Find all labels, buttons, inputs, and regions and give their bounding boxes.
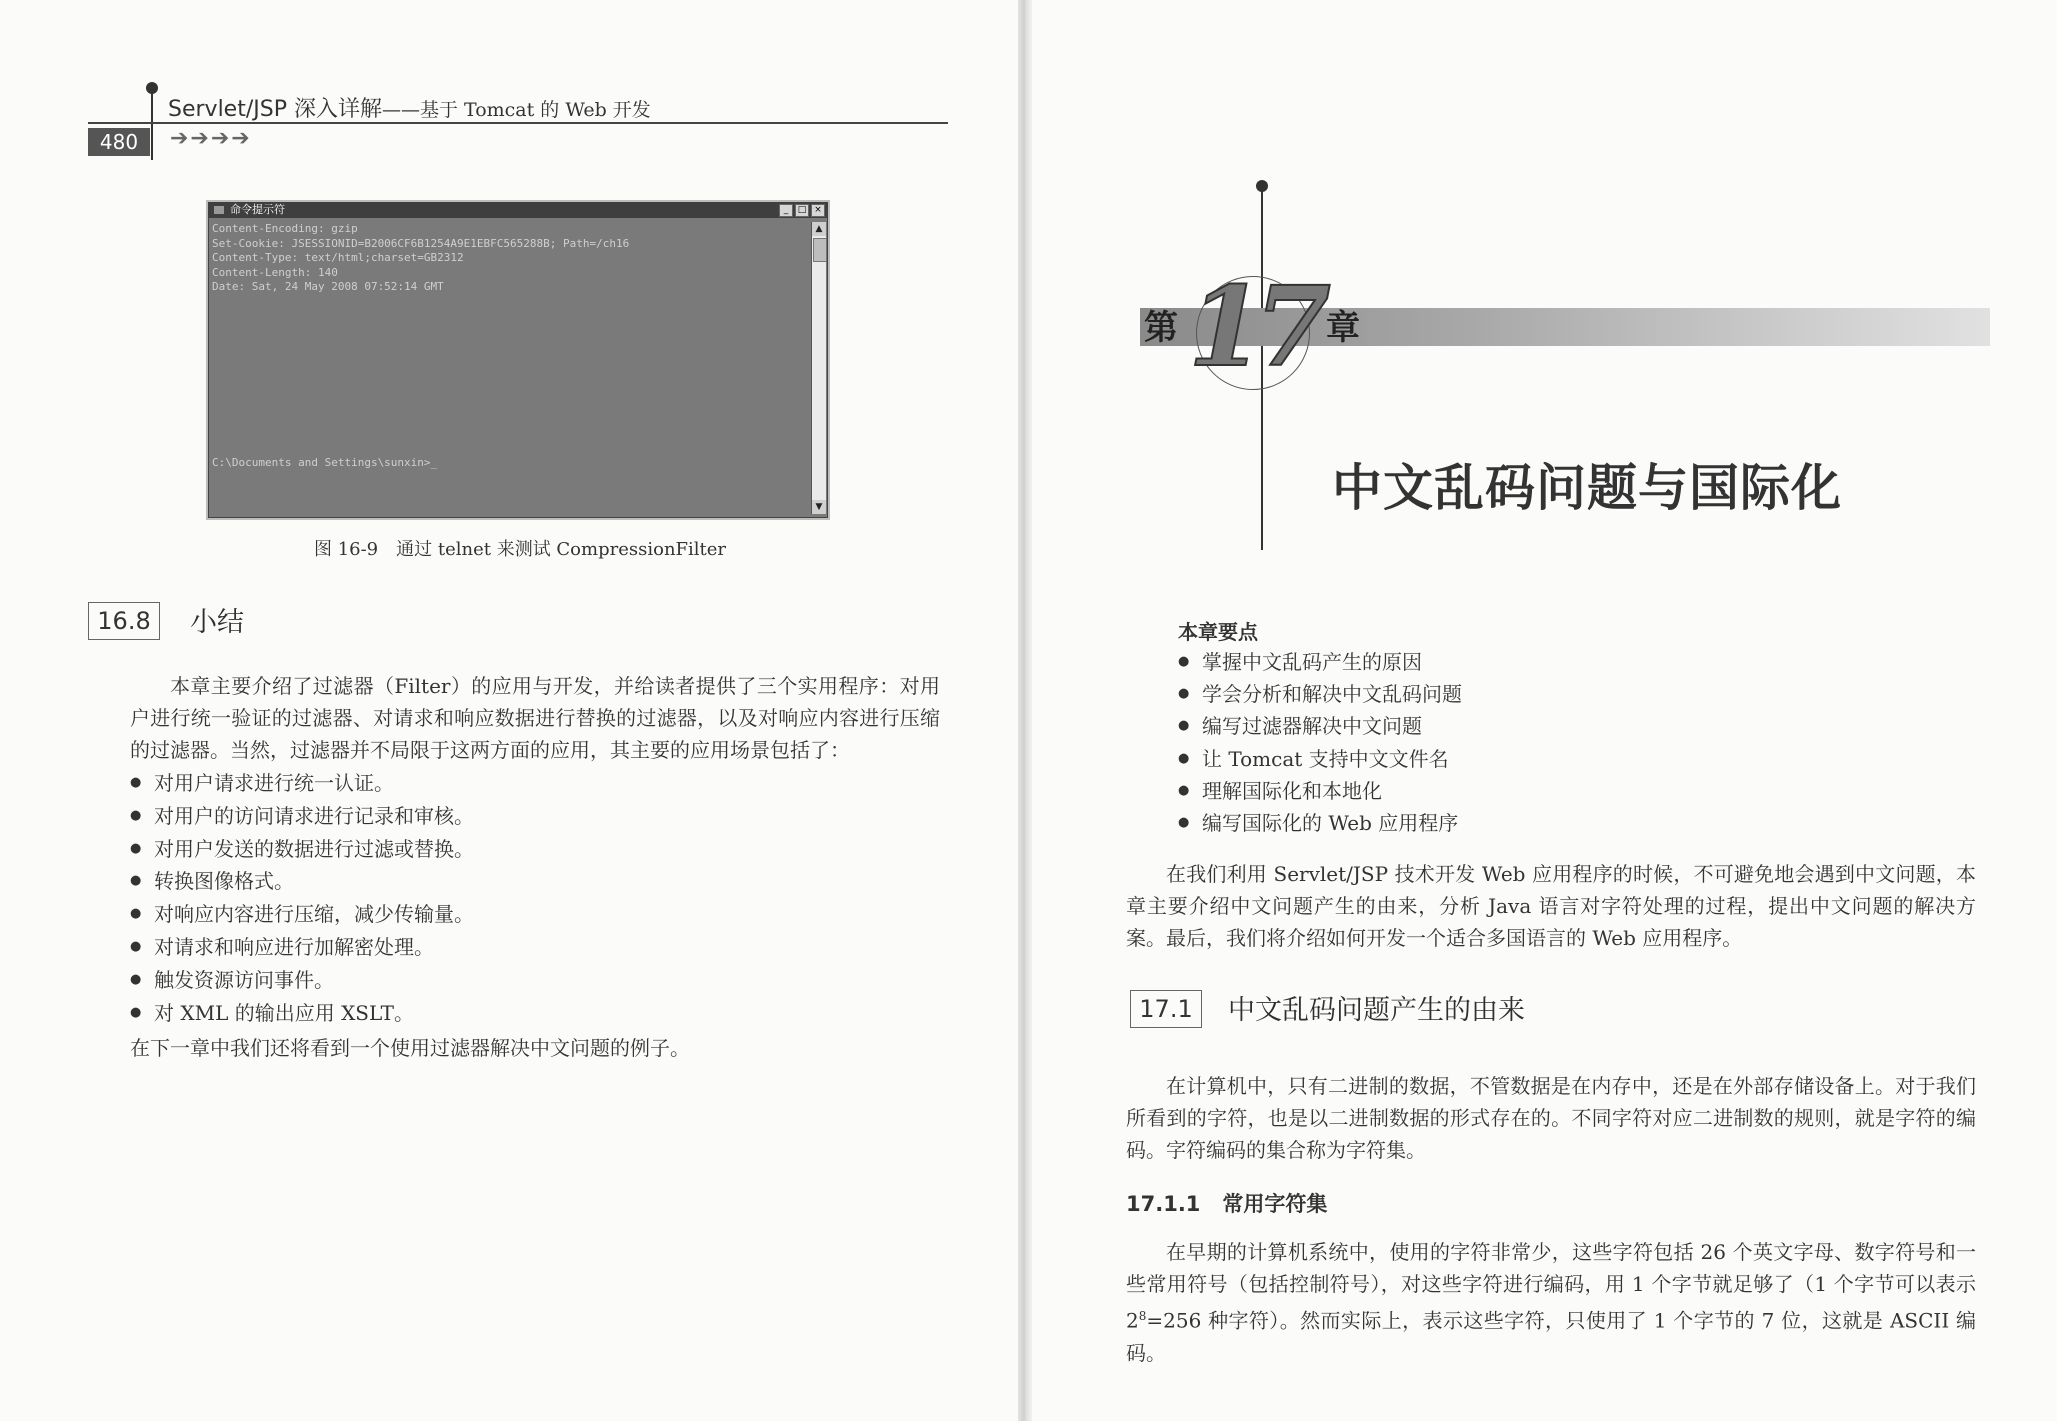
terminal-line: [212, 295, 810, 310]
encoding-paragraph: 在计算机中，只有二进制的数据，不管数据是在内存中，还是在外部存储设备上。对于我们所看到的字符，也是以二进制数据的形式存在的。不同字符对应二进制数的规则，就是字符的编码。字符编码的集合称为字符集。: [1126, 1074, 1976, 1162]
book-title: [168, 92, 651, 123]
list-item: ● 编写国际化的 Web 应用程序: [1178, 807, 1778, 839]
console-icon: [214, 206, 224, 214]
keypoints-list: [1178, 646, 1778, 839]
list-item: ● 对响应内容进行压缩，减少传输量。: [130, 898, 890, 931]
list-item: ● 触发资源访问事件。: [130, 964, 890, 997]
list-item: ● 对请求和响应进行加解密处理。: [130, 931, 890, 964]
book-subtitle: ——基于 Tomcat 的 Web 开发: [381, 99, 651, 121]
page-number: 480: [88, 128, 150, 156]
terminal-line: [212, 412, 810, 427]
list-item: ● 编写过滤器解决中文问题: [1178, 710, 1778, 742]
scroll-down-icon: ▼: [812, 500, 826, 514]
header-rule: [88, 122, 948, 124]
terminal-line: [212, 353, 810, 368]
terminal-line: [212, 397, 810, 412]
charset-exponent: 8: [1138, 1309, 1147, 1323]
terminal-line: Content-Encoding: gzip: [212, 222, 358, 235]
book-spine: [1018, 0, 1032, 1421]
subsection-number: 17.1.1: [1126, 1192, 1201, 1216]
running-header: [88, 78, 948, 158]
window-controls: [779, 204, 825, 217]
section-intro-paragraph: 本章主要介绍了过滤器（Filter）的应用与开发，并给读者提供了三个实用程序：对用户进行统一验证的过滤器、对请求和响应数据进行替换的过滤器，以及对响应内容进行压缩的过滤器。当然，过滤器并不局限于这两方面的应用，其主要的应用场景包括了：: [130, 674, 940, 762]
chapter-intro-paragraph: 在我们利用 Servlet/JSP 技术开发 Web 应用程序的时候，不可避免地会遇到中文问题，本章主要介绍中文问题产生的由来，分析 Java 语言对字符处理的过程，提出中文问题的解决方案。最后，我们将介绍如何开发一个适合多国语言的 Web 应用程序。: [1126, 862, 1976, 950]
terminal-line: Set-Cookie: JSESSIONID=B2006CF6B1254A9E1EBFC565288B; Path=/ch16: [212, 236, 630, 250]
section-number-box-17-1: 17.1: [1130, 990, 1202, 1028]
section-number-box: 16.8: [88, 602, 160, 640]
terminal-output: [212, 222, 810, 514]
terminal-line: [212, 339, 810, 354]
arrows-icon: ➔➔➔➔: [170, 126, 252, 151]
scroll-thumb: [813, 238, 827, 262]
chapter-title: 中文乱码问题与国际化: [1332, 458, 1842, 517]
header-stem: [151, 88, 153, 160]
list-item: ● 转换图像格式。: [130, 865, 890, 898]
scenario-list: [130, 767, 890, 1029]
terminal-line: [212, 426, 810, 441]
chapter-number: 17: [1188, 262, 1322, 391]
keypoints-heading: 本章要点: [1178, 620, 1258, 644]
list-item: ● 对用户的访问请求进行记录和审核。: [130, 800, 890, 833]
terminal-line: Content-Length: 140: [212, 265, 338, 279]
list-item: ● 对用户请求进行统一认证。: [130, 767, 890, 800]
list-item: ● 掌握中文乱码产生的原因: [1178, 646, 1778, 678]
subsection-heading: [1126, 1188, 1349, 1218]
terminal-scrollbar: [811, 222, 826, 514]
subsection-title: 常用字符集: [1222, 1192, 1328, 1216]
list-item: ● 理解国际化和本地化: [1178, 775, 1778, 807]
minimize-icon: _: [779, 204, 793, 217]
scroll-up-icon: ▲: [812, 222, 826, 236]
terminal-window: [206, 200, 830, 520]
section-title-17-1: 中文乱码问题产生的由来: [1228, 995, 1525, 1026]
terminal-line: [212, 368, 810, 383]
charset-text-b: =256 种字符）。然而实际上，表示这些字符，只使用了 1 个字节的 7 位，这就是 ASCII 编码。: [1126, 1308, 1976, 1365]
book-title-text: Servlet/JSP 深入详解: [168, 97, 382, 122]
terminal-line: C:\Documents and Settings\sunxin>_: [212, 455, 438, 469]
terminal-line: [212, 441, 810, 456]
chapter-suffix: 章: [1326, 308, 1360, 348]
chapter-prefix: 第: [1144, 308, 1178, 348]
terminal-line: [212, 383, 810, 398]
list-item: ● 学会分析和解决中文乱码问题: [1178, 678, 1778, 710]
terminal-title: 命令提示符: [230, 203, 285, 216]
close-icon: ×: [811, 204, 825, 217]
terminal-line: [212, 324, 810, 339]
maximize-icon: □: [795, 204, 809, 217]
list-item: ● 让 Tomcat 支持中文文件名: [1178, 743, 1778, 775]
closing-sentence: 在下一章中我们还将看到一个使用过滤器解决中文问题的例子。: [130, 1036, 690, 1060]
list-item: ● 对 XML 的输出应用 XSLT。: [130, 997, 890, 1030]
list-item: ● 对用户发送的数据进行过滤或替换。: [130, 833, 890, 866]
charset-paragraph: [1126, 1236, 1976, 1369]
terminal-line: Content-Type: text/html;charset=GB2312: [212, 251, 464, 265]
charset-text-a: 在早期的计算机系统中，使用的字符非常少，这些字符包括 26 个英文字母、数字符号和一些常用符号（包括控制符号），对这些字符进行编码，用 1 个字节就足够了（1 个字节可以表示 2: [1126, 1240, 1976, 1333]
terminal-line: [212, 310, 810, 325]
section-title: 小结: [190, 607, 244, 638]
figure-caption: 图 16-9 通过 telnet 来测试 CompressionFilter: [313, 539, 727, 560]
terminal-titlebar: [208, 202, 828, 218]
terminal-line: Date: Sat, 24 May 2008 07:52:14 GMT: [212, 280, 444, 294]
